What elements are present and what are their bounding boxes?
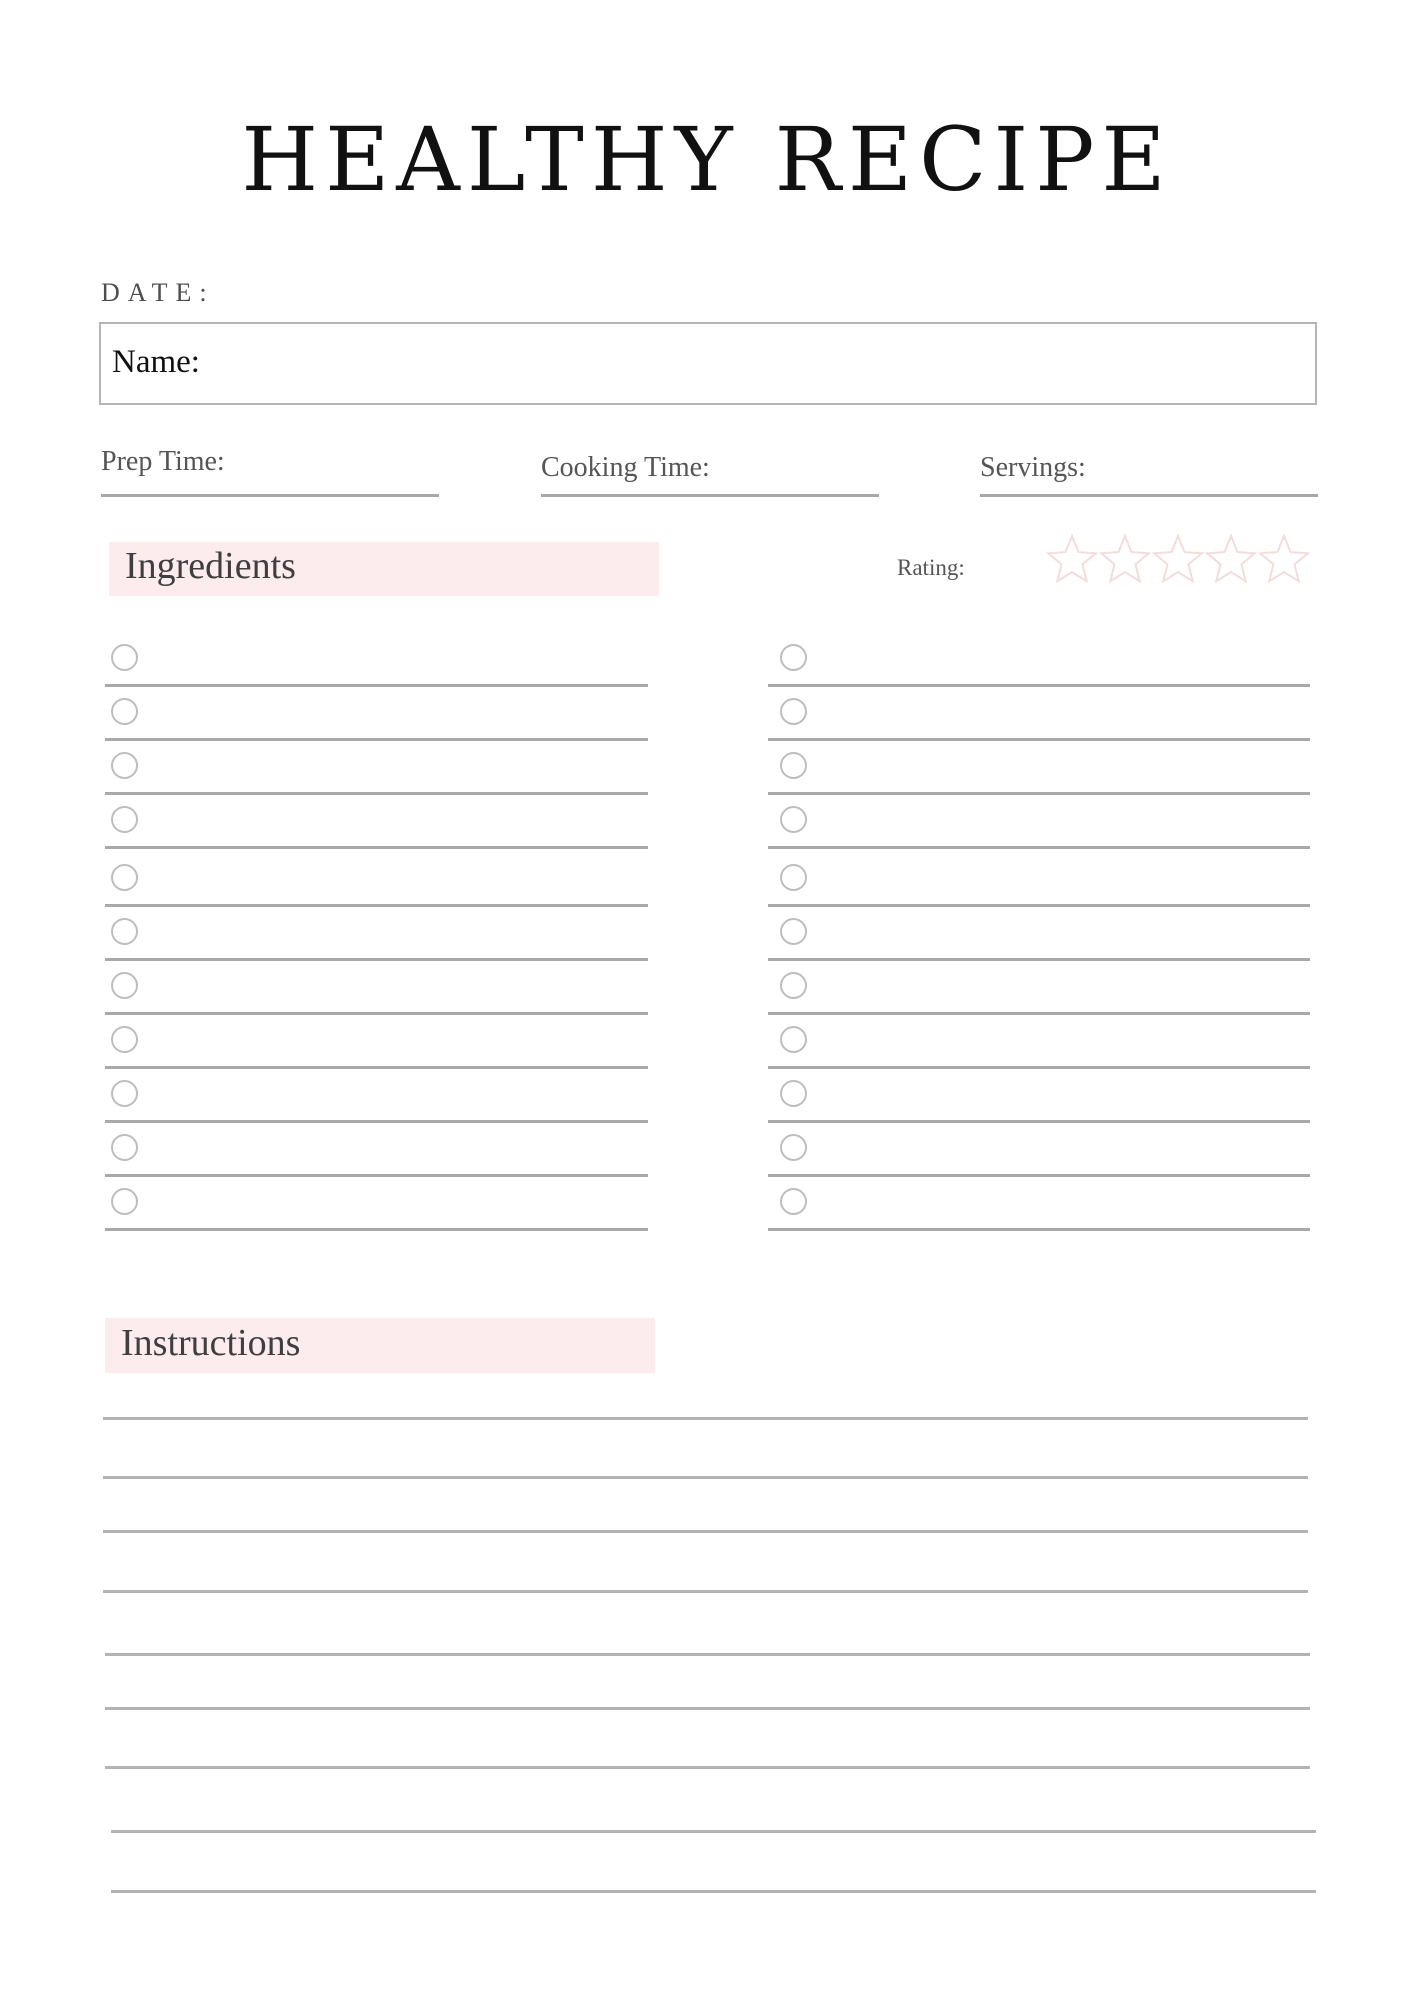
instruction-line[interactable] — [103, 1590, 1308, 1593]
instructions-label: Instructions — [121, 1322, 301, 1364]
ingredient-line[interactable] — [105, 1066, 648, 1069]
ingredient-checkbox[interactable] — [780, 1134, 807, 1161]
ingredient-checkbox[interactable] — [780, 972, 807, 999]
ingredient-checkbox[interactable] — [111, 918, 138, 945]
ingredient-line[interactable] — [768, 1012, 1310, 1015]
cooking-time-field[interactable] — [541, 494, 879, 497]
ingredient-line[interactable] — [768, 738, 1310, 741]
date-label: DATE: — [101, 278, 215, 307]
ingredient-checkbox[interactable] — [111, 1080, 138, 1107]
ingredient-line[interactable] — [768, 684, 1310, 687]
name-label: Name: — [112, 344, 200, 380]
star-icon[interactable] — [1098, 533, 1152, 587]
ingredient-line[interactable] — [768, 958, 1310, 961]
ingredient-checkbox[interactable] — [111, 1134, 138, 1161]
ingredient-line[interactable] — [105, 904, 648, 907]
ingredient-checkbox[interactable] — [111, 1188, 138, 1215]
instructions-header — [105, 1318, 655, 1373]
ingredient-checkbox[interactable] — [780, 752, 807, 779]
servings-label: Servings: — [980, 452, 1086, 483]
instruction-line[interactable] — [105, 1766, 1310, 1769]
instruction-line[interactable] — [105, 1707, 1310, 1710]
instruction-line[interactable] — [103, 1530, 1308, 1533]
star-icon[interactable] — [1204, 533, 1258, 587]
ingredient-checkbox[interactable] — [111, 752, 138, 779]
star-icon[interactable] — [1257, 533, 1311, 587]
prep-time-label: Prep Time: — [101, 446, 225, 477]
ingredient-line[interactable] — [105, 1120, 648, 1123]
cooking-time-label: Cooking Time: — [541, 452, 710, 483]
name-field[interactable] — [99, 322, 1317, 405]
ingredient-line[interactable] — [105, 1174, 648, 1177]
ingredients-label: Ingredients — [125, 545, 296, 587]
ingredient-line[interactable] — [768, 1174, 1310, 1177]
star-icon[interactable] — [1045, 533, 1099, 587]
instruction-line[interactable] — [111, 1830, 1316, 1833]
ingredient-checkbox[interactable] — [780, 864, 807, 891]
ingredient-checkbox[interactable] — [780, 698, 807, 725]
instruction-line[interactable] — [105, 1653, 1310, 1656]
ingredient-checkbox[interactable] — [111, 698, 138, 725]
ingredient-checkbox[interactable] — [111, 806, 138, 833]
ingredient-checkbox[interactable] — [780, 1026, 807, 1053]
ingredient-checkbox[interactable] — [111, 644, 138, 671]
ingredient-line[interactable] — [768, 792, 1310, 795]
ingredient-checkbox[interactable] — [780, 918, 807, 945]
star-icon[interactable] — [1151, 533, 1205, 587]
servings-field[interactable] — [980, 494, 1318, 497]
ingredient-checkbox[interactable] — [111, 1026, 138, 1053]
instruction-line[interactable] — [111, 1890, 1316, 1893]
ingredient-line[interactable] — [768, 1120, 1310, 1123]
ingredient-checkbox[interactable] — [111, 972, 138, 999]
ingredient-checkbox[interactable] — [780, 1188, 807, 1215]
ingredient-line[interactable] — [105, 846, 648, 849]
prep-time-field[interactable] — [101, 494, 439, 497]
ingredient-line[interactable] — [105, 958, 648, 961]
ingredient-line[interactable] — [105, 738, 648, 741]
ingredient-line[interactable] — [105, 684, 648, 687]
ingredient-checkbox[interactable] — [780, 644, 807, 671]
ingredient-line[interactable] — [768, 904, 1310, 907]
ingredient-checkbox[interactable] — [780, 1080, 807, 1107]
ingredient-line[interactable] — [768, 1066, 1310, 1069]
ingredient-line[interactable] — [768, 846, 1310, 849]
rating-label: Rating: — [897, 555, 965, 580]
ingredient-line[interactable] — [105, 1228, 648, 1231]
ingredient-checkbox[interactable] — [111, 864, 138, 891]
page-title: HEALTHY RECIPE — [241, 108, 1173, 211]
ingredient-line[interactable] — [105, 792, 648, 795]
instruction-line[interactable] — [103, 1476, 1308, 1479]
ingredient-line[interactable] — [105, 1012, 648, 1015]
rating-stars[interactable] — [1045, 533, 1315, 589]
ingredient-checkbox[interactable] — [780, 806, 807, 833]
ingredient-line[interactable] — [768, 1228, 1310, 1231]
ingredients-header — [109, 542, 659, 596]
instruction-line[interactable] — [103, 1417, 1308, 1420]
